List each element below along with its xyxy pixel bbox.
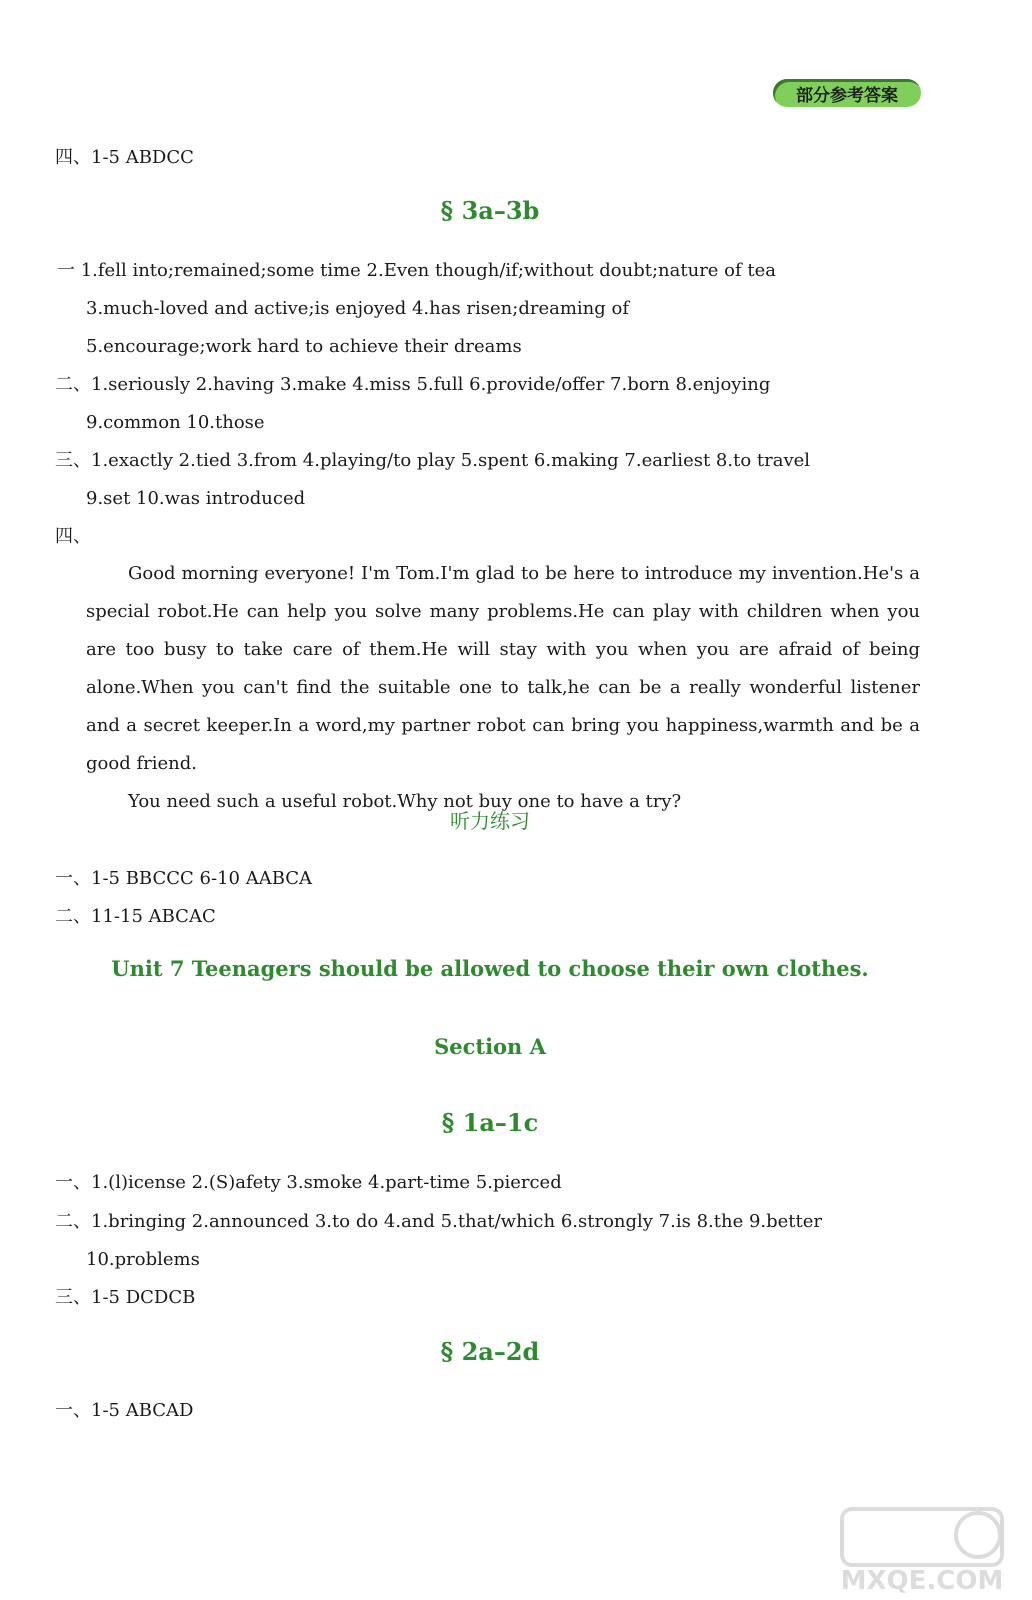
answer-line: 一、1-5 ABCAD <box>55 1400 194 1421</box>
answer-line: 5.encourage;work hard to achieve their dreams <box>86 336 522 357</box>
watermark-text: MXQE.COM <box>840 1566 1004 1595</box>
section-title-3a-3b: § 3a–3b <box>440 196 540 225</box>
answer-line: 四、1-5 ABDCC <box>55 147 194 168</box>
listening-title: 听力练习 <box>450 809 530 833</box>
answer-line: 10.problems <box>86 1249 200 1270</box>
answer-line: 一、1-5 BBCCC 6-10 AABCA <box>55 868 313 889</box>
essay-paragraph: You need such a useful robot.Why not buy one to have a try? <box>128 791 682 812</box>
unit-title: Unit 7 Teenagers should be allowed to choose their own clothes. <box>111 956 869 981</box>
answer-line: 一、1.(l)icense 2.(S)afety 3.smoke 4.part-time 5.pierced <box>55 1172 562 1193</box>
section-title-1a-1c: § 1a–1c <box>441 1108 539 1137</box>
essay <box>86 555 920 821</box>
answer-line: 三、1-5 DCDCB <box>55 1287 196 1308</box>
answer-line: 二、1.bringing 2.announced 3.to do 4.and 5.that/which 6.strongly 7.is 8.the 9.better <box>55 1211 823 1232</box>
essay-paragraph: Good morning everyone! I'm Tom.I'm glad to be here to introduce my invention.He's a special robot.He can help you solve many problems.He can play with children when you are too busy to take care of them.He will stay with you when you are afraid of being alone.When you can't find the suitable one to talk,he can be a really wonderful listener and a secret keeper.In a word,my partner robot can bring you happiness,warmth and be a good friend. <box>86 563 920 774</box>
section-a-title: Section A <box>434 1034 546 1059</box>
answer-line: 二、1.seriously 2.having 3.make 4.miss 5.full 6.provide/offer 7.born 8.enjoying <box>55 374 771 395</box>
answer-line: 四、 <box>55 526 91 547</box>
answer-line: 9.set 10.was introduced <box>86 488 306 509</box>
answer-line: 一 1.fell into;remained;some time 2.Even though/if;without doubt;nature of tea <box>57 260 777 281</box>
answer-line: 二、11-15 ABCAC <box>55 906 216 927</box>
section-title-2a-2d: § 2a–2d <box>440 1337 540 1366</box>
answer-key-badge: 部分参考答案 <box>773 79 921 107</box>
answer-line: 三、1.exactly 2.tied 3.from 4.playing/to play 5.spent 6.making 7.earliest 8.to travel <box>55 450 811 471</box>
answer-line: 9.common 10.those <box>86 412 265 433</box>
watermark-logo <box>838 1505 1006 1595</box>
answer-line: 3.much-loved and active;is enjoyed 4.has risen;dreaming of <box>86 298 629 319</box>
